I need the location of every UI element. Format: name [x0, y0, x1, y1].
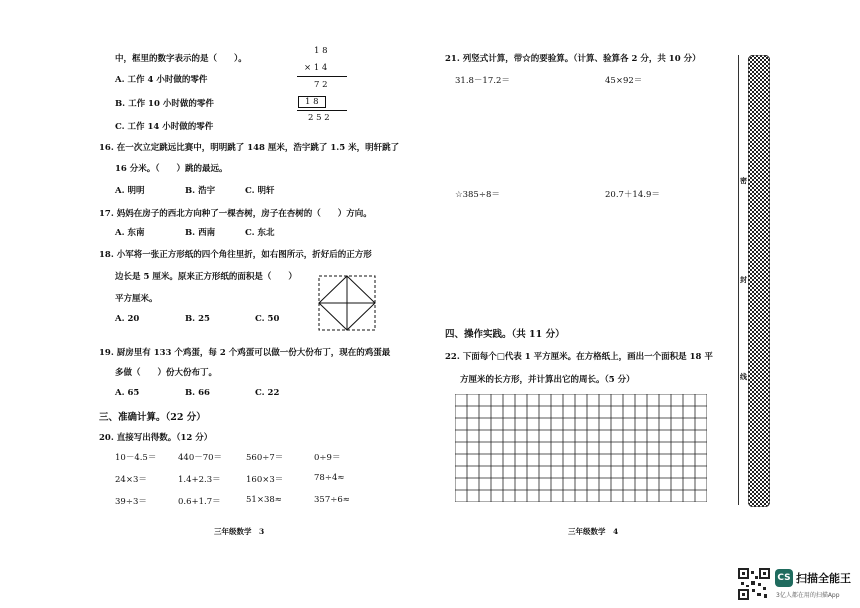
q16-line1: 16. 在一次立定跳远比赛中，明明跳了 148 厘米，浩宇跳了 1.5 米，明轩跳了: [99, 143, 400, 153]
boxed-digits: 1 8: [298, 96, 326, 108]
binding-pattern-strip: [748, 55, 770, 507]
q21-item-4: 20.7＋14.9＝: [605, 190, 660, 200]
q19-option-a: A. 65: [115, 388, 140, 398]
q21-title: 21. 列竖式计算，带☆的要验算。（计算、验算各 2 分，共 10 分）: [445, 54, 701, 64]
q16-option-a: A. 明明: [115, 186, 145, 196]
right-page-footer: 三年级数学 4: [568, 527, 619, 536]
q17-option-b: B. 西南: [185, 228, 216, 238]
q16-option-b: B. 浩宇: [185, 186, 216, 196]
q19-option-b: B. 66: [185, 388, 210, 398]
q17-option-a: A. 东南: [115, 228, 145, 238]
q18-line2: 边长是 5 厘米。原来正方形纸的面积是（ ）: [115, 272, 297, 282]
watermark-subtitle: 3亿人都在用的扫描App: [776, 592, 840, 599]
cs-logo-icon: CS: [775, 569, 793, 587]
binding-char-3: 线: [740, 372, 747, 381]
q15-option-a: A. 工作 4 小时做的零件: [115, 75, 208, 85]
folded-square-figure: [318, 275, 376, 331]
q15-option-b: B. 工作 10 小时做的零件: [115, 99, 214, 109]
square-grid[interactable]: [455, 394, 707, 502]
q18-line1: 18. 小军将一张正方形纸的四个角往里折，如右图所示，折好后的正方形: [99, 250, 372, 260]
q16-option-c: C. 明轩: [245, 186, 275, 196]
q22-line2: 方厘米的长方形，并计算出它的周长。（5 分）: [460, 375, 635, 385]
q18-option-c: C. 50: [255, 314, 280, 324]
q19-line1: 19. 厨房里有 133 个鸡蛋，每 2 个鸡蛋可以做一份大份布丁，现在的鸡蛋最: [99, 348, 391, 358]
q18-option-b: B. 25: [185, 314, 210, 324]
q21-item-1: 31.8－17.2＝: [455, 76, 510, 86]
q18-option-a: A. 20: [115, 314, 140, 324]
q16-line2: 16 分米。（ ）跳的最远。: [115, 164, 228, 174]
left-page-footer: 三年级数学 3: [214, 527, 265, 536]
q15-option-c: C. 工作 14 小时做的零件: [115, 122, 214, 132]
q21-item-3: ☆385÷8＝: [455, 190, 500, 200]
q15-stem: 中，框里的数字表示的是（ ）。: [115, 54, 247, 64]
binding-line: [738, 55, 739, 505]
q20-title: 20. 直接写出得数。（12 分）: [99, 433, 213, 443]
qr-code-icon: [738, 568, 770, 600]
q21-item-2: 45×92＝: [605, 76, 643, 86]
section-4-title: 四、操作实践。（共 11 分）: [445, 329, 565, 340]
q22-line1: 22. 下面每个□代表 1 平方厘米。在方格纸上，画出一个面积是 18 平: [445, 352, 713, 362]
binding-char-1: 密: [740, 176, 747, 185]
q18-line3: 平方厘米。: [115, 294, 158, 304]
section-3-title: 三、准确计算。（22 分）: [99, 412, 206, 423]
q17-line1: 17. 妈妈在房子的西北方向种了一棵杏树，房子在杏树的（ ）方向。: [99, 209, 372, 219]
q19-option-c: C. 22: [255, 388, 280, 398]
watermark-title: 扫描全能王: [796, 572, 851, 585]
q19-line2: 多做（ ）份大份布丁。: [115, 368, 218, 378]
binding-char-2: 封: [740, 275, 747, 284]
q17-option-c: C. 东北: [245, 228, 275, 238]
